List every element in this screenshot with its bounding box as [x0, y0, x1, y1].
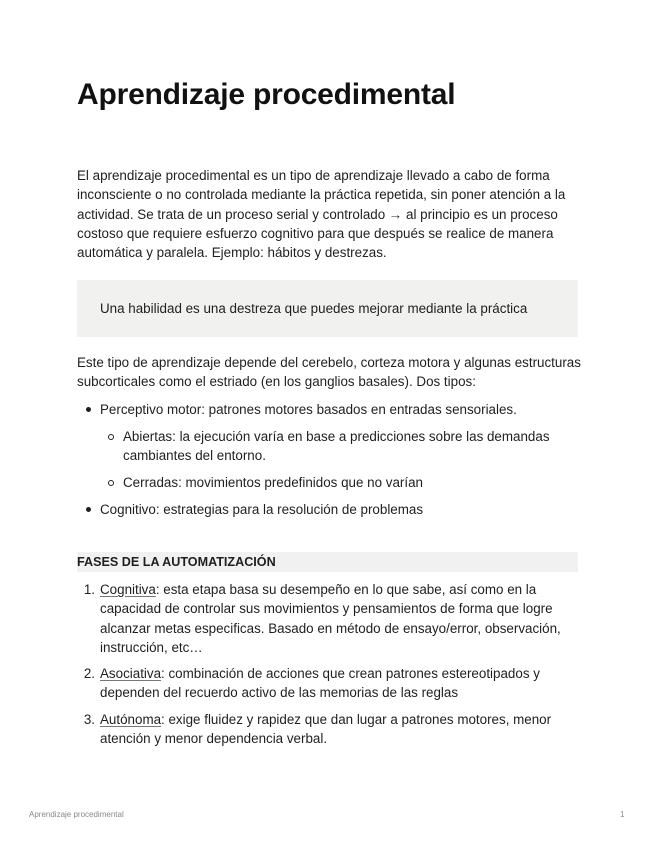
- callout-text: Una habilidad es una destreza que puedes mejorar mediante la práctica: [100, 301, 528, 316]
- phase-text: [100, 710, 580, 749]
- bullet-icon: [86, 507, 91, 512]
- intro-paragraph: El aprendizaje procedimental es un tipo de aprendizaje llevado a cabo de forma inconsciente o no controlada mediante la práctica repetida, sin poner atención a la actividad. Se trata de un proceso serial y controlado → al principio es un proceso costoso que requiere esfuerzo cognitivo para que después se realice de manera automática y paralela. Ejemplo: hábitos y destrezas.: [77, 168, 566, 261]
- phase-number: 3.: [83, 712, 95, 727]
- phase-text: [100, 580, 580, 657]
- phase-description: : exige fluidez y rapidez que dan lugar a patrones motores, menor atención y menor dependencia verbal.: [100, 712, 552, 747]
- phase-number: 2.: [83, 666, 95, 681]
- footer-page-number: 1: [620, 810, 625, 819]
- list-item-text: Cognitivo: estrategias para la resolución de problemas: [100, 502, 424, 517]
- types-intro-paragraph: Este tipo de aprendizaje depende del cerebelo, corteza motora y algunas estructuras subcorticales como el estriado (en los ganglios basales). Dos tipos:: [77, 355, 581, 390]
- section-heading: FASES DE LA AUTOMATIZACIÓN: [77, 552, 578, 572]
- phase-description: : combinación de acciones que crean patrones estereotipados y dependen del recuerdo activo de las memorias de las reglas: [100, 666, 540, 701]
- bullet-icon: [86, 407, 91, 412]
- circle-bullet-icon: [108, 434, 114, 440]
- phase-term: Cognitiva: [100, 582, 156, 597]
- phase-description: : esta etapa basa su desempeño en lo que sabe, así como en la capacidad de controlar sus movimientos y pensamientos de forma que logre alcanzar metas especificas. Basado en método de ensayo/error, observación, instrucción, etc…: [100, 582, 561, 655]
- list-item-text: Perceptivo motor: patrones motores basados en entradas sensoriales.: [100, 402, 517, 417]
- phase-term: Asociativa: [100, 666, 162, 681]
- sublist-item-text: Cerradas: movimientos predefinidos que no varían: [123, 475, 423, 490]
- sublist-item-text: Abiertas: la ejecución varía en base a predicciones sobre las demandas cambiantes del entorno.: [123, 429, 550, 464]
- page-title: Aprendizaje procedimental: [77, 78, 456, 111]
- phase-text: [100, 664, 580, 703]
- callout-box: [77, 280, 578, 337]
- footer-title: Aprendizaje procedimental: [29, 810, 124, 819]
- phase-number: 1.: [83, 582, 95, 597]
- phase-term: Autónoma: [100, 712, 162, 727]
- circle-bullet-icon: [108, 480, 114, 486]
